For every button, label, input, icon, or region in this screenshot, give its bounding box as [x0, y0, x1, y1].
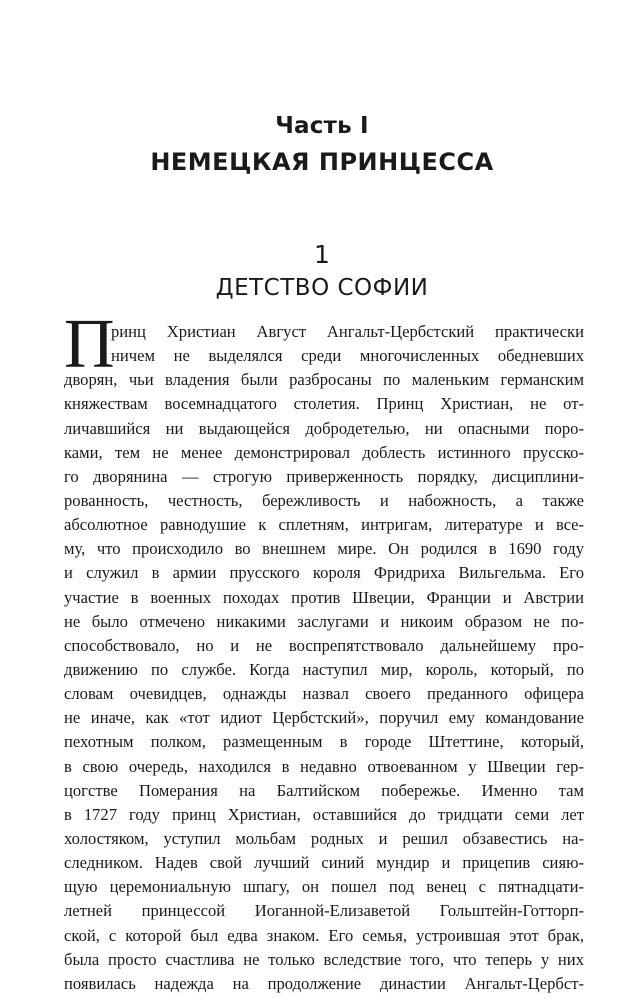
text-line: дворян, чьи владения были разбросаны по маленьким германским — [64, 370, 584, 390]
text-line: цогстве Померания на Балтийском побережье. Именно там — [64, 780, 584, 800]
part-label: Часть I — [275, 113, 369, 139]
text-line: княжествам восемнадцатого столетия. Принц Христиан, не от- — [64, 394, 584, 414]
text-line: пехотным полком, размещенным в городе Штеттине, который, — [64, 732, 584, 752]
text-line: участие в военных походах против Швеции, Франции и Австрии — [64, 587, 584, 607]
text-line: не иначе, как «тот идиот Цербстский», поручил ему командование — [64, 708, 584, 728]
text-line: словам очевидцев, однажды назвал своего преданного офицера — [64, 684, 584, 704]
text-line: не было отмечено никакими заслугами и никоим образом не по- — [64, 611, 584, 631]
drop-cap: П — [64, 306, 115, 383]
chapter-title: ДЕТСТВО СОФИИ — [215, 275, 429, 301]
text-line: в свою очередь, находился в недавно отвоеванном у Швеции гер- — [64, 756, 584, 776]
text-line: личавшийся ни выдающейся добродетелью, ни опасными поро- — [64, 418, 584, 438]
text-line: была просто счастлива не только вследствие того, что теперь у них — [64, 949, 584, 969]
text-line: абсолютное равнодушие к сплетням, интригам, литературе и всe- — [64, 515, 584, 535]
text-line: ринц Христиан Август Ангальт-Цербстский практически — [111, 322, 584, 341]
text-line: го дворянина — строгую приверженность порядку, дисциплини- — [64, 466, 584, 486]
text-line: щую церемониальную шпагу, он пошел под венец с пятнадцати- — [64, 877, 584, 897]
text-line: ской, с которой был едва знаком. Его семья, устроившая этот брак, — [64, 925, 584, 945]
text-line: следником. Надев свой лучший синий мундир и прицепив сияю- — [64, 853, 584, 873]
body-text — [64, 320, 584, 996]
text-line: рованность, честность, бережливость и набожность, а также — [64, 490, 584, 510]
text-line: способствовало, но и не воспрепятствовало дальнейшему про- — [64, 635, 584, 655]
text-line: и служил в армии прусского короля Фридриха Вильгельма. Его — [64, 563, 584, 583]
text-line: появилась надежда на продолжение династии Ангальт-Цербст- — [64, 973, 584, 993]
text-line: движению по службе. Когда наступил мир, король, который, по — [64, 659, 584, 679]
chapter-number: 1 — [314, 240, 330, 269]
text-line: ничем не выделялся среди многочисленных обедневших — [111, 346, 584, 366]
text-line: в 1727 году принц Христиан, оставшийся до тридцати семи лет — [64, 804, 584, 824]
text-line: холостяком, уступил мольбам родных и решил обзавестись на- — [64, 828, 584, 848]
text-line: му, что происходило во внешнем мире. Он родился в 1690 году — [64, 539, 584, 559]
part-title: НЕМЕЦКАЯ ПРИНЦЕССА — [150, 148, 494, 176]
text-line: ками, тем не менее демонстрировал доблесть истинного прусско- — [64, 442, 584, 462]
text-line: летней принцессой Иоганной-Елизаветой Гольштейн-Готторп- — [64, 901, 584, 921]
